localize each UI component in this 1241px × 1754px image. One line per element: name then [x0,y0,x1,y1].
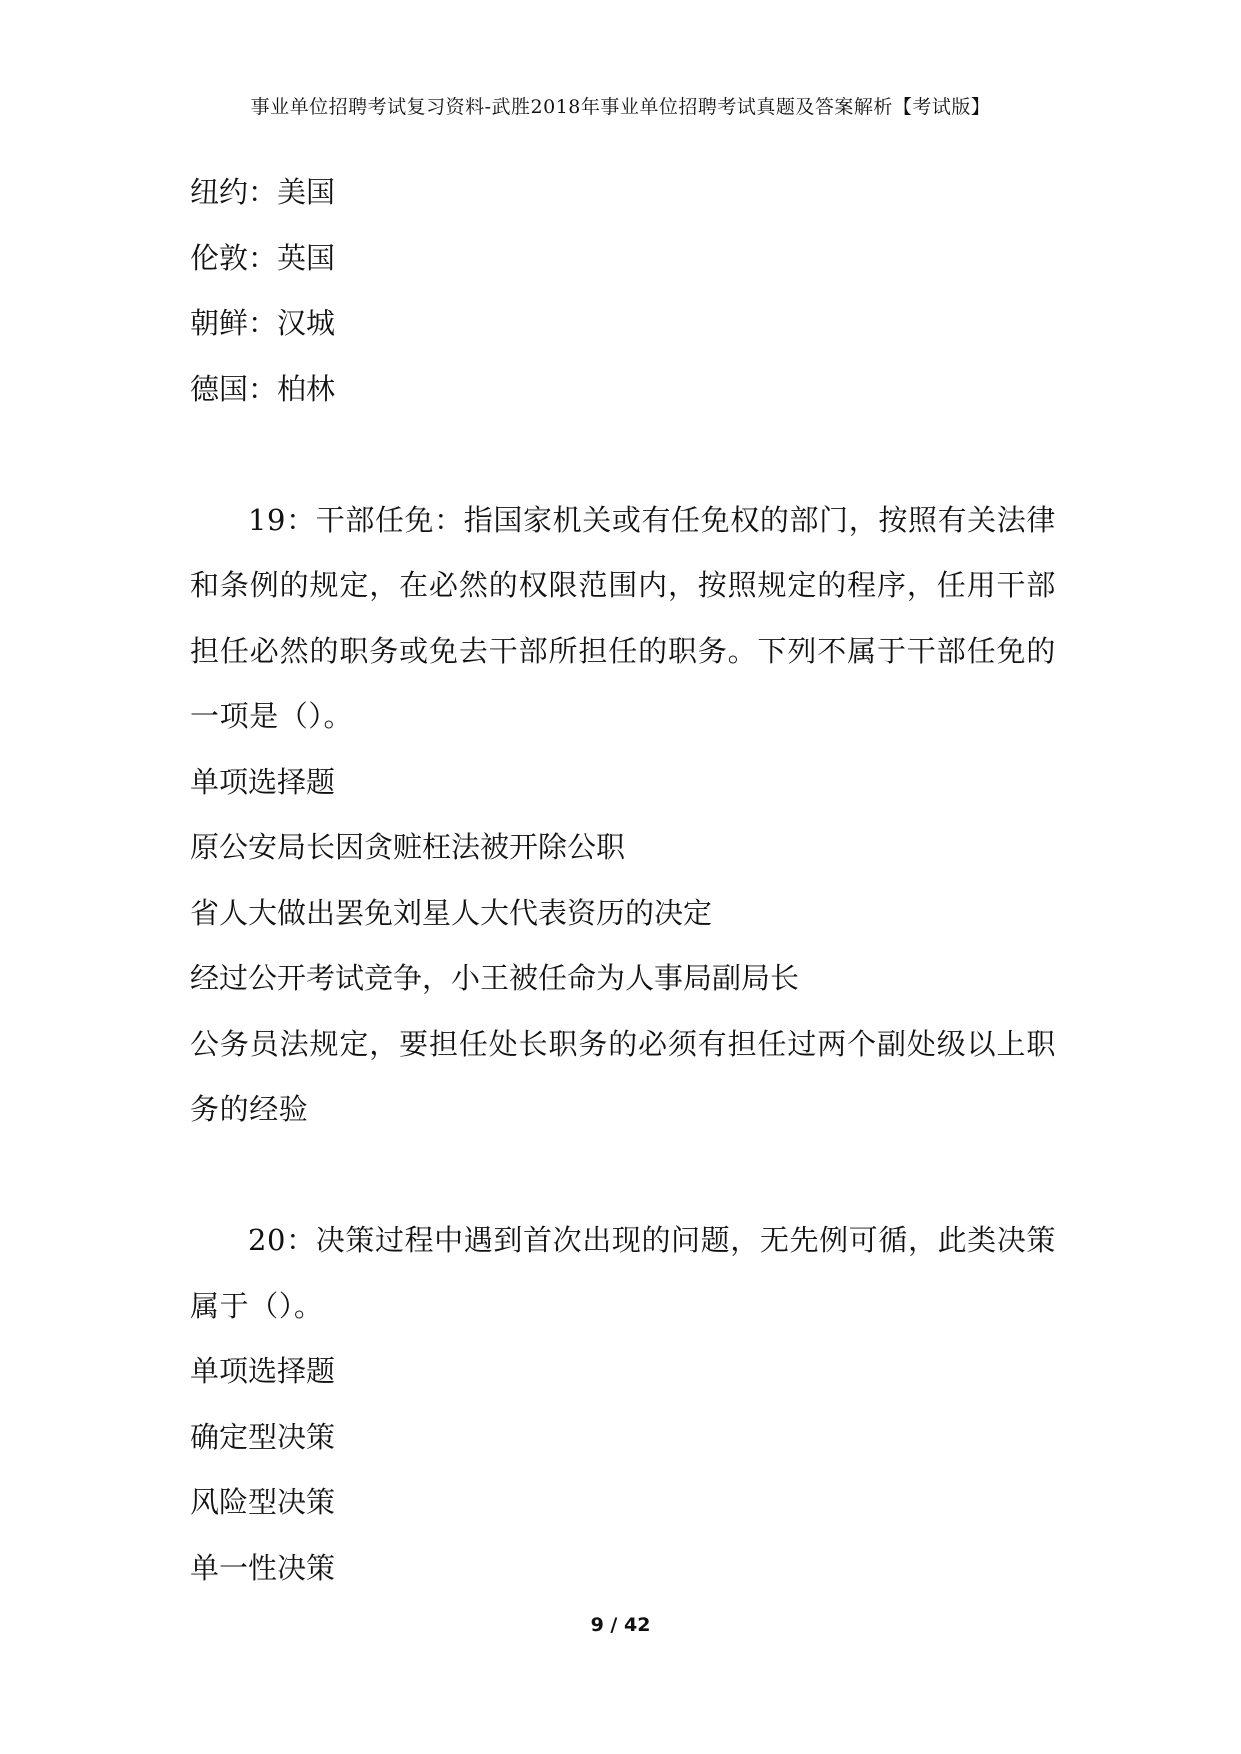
page-number: 9 / 42 [590,1614,651,1636]
question-19-option: 经过公开考试竞争，小王被任命为人事局副局长 [190,961,800,995]
question-19-option: 公务员法规定，要担任处长职务的必须有担任过两个副处级以上职务的经验 [190,1026,1056,1126]
page-header: 事业单位招聘考试复习资料-武胜2018年事业单位招聘考试真题及答案解析【考试版】 [250,96,991,118]
question-20-option: 风险型决策 [190,1485,336,1519]
spacer [190,1143,1056,1209]
pair-item: 纽约：美国 [190,175,336,209]
document-body [190,160,1056,1601]
question-20-type: 单项选择题 [190,1354,336,1388]
question-19-option: 原公安局长因贪赃枉法被开除公职 [190,830,626,864]
spacer [190,422,1056,488]
question-19-stem: 19：干部任免：指国家机关或有任免权的部门，按照有关法律和条例的规定，在必然的权限范围内，按照规定的程序，任用干部担任必然的职务或免去干部所担任的职务。下列不属于干部任免的一项是（）。 [190,502,1056,733]
pair-item: 伦敦：英国 [190,240,336,275]
question-20-stem: 20：决策过程中遇到首次出现的问题，无先例可循，此类决策属于（）。 [190,1223,1056,1323]
question-20-option: 确定型决策 [190,1419,336,1454]
question-19-type: 单项选择题 [190,764,336,799]
pair-item: 德国：柏林 [190,371,336,406]
pair-item: 朝鲜：汉城 [190,306,336,340]
question-20-option: 单一性决策 [190,1550,336,1585]
question-19-option: 省人大做出罢免刘星人大代表资历的决定 [190,895,713,930]
